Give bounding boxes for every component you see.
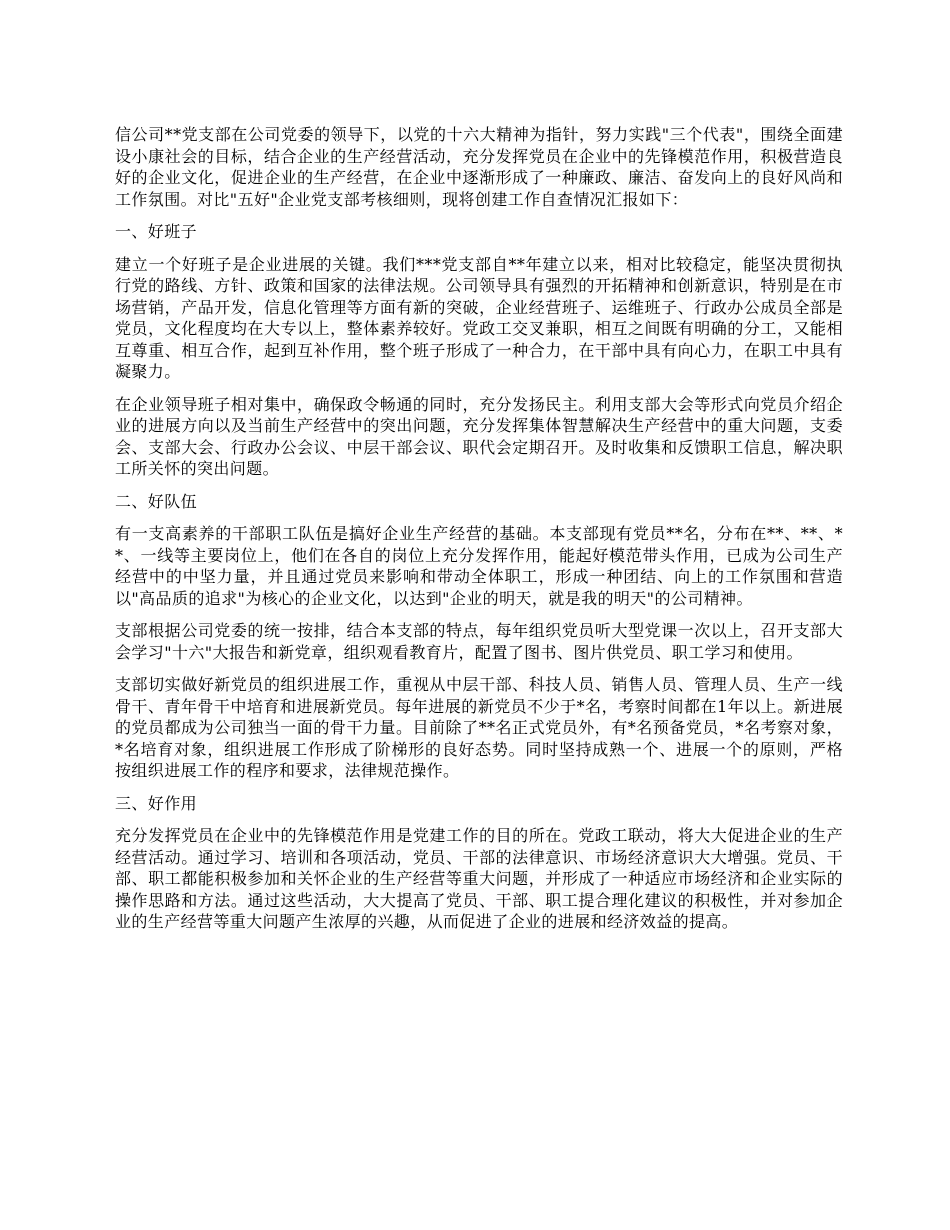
section-staff-paragraph-3: 支部切实做好新党员的组织进展工作，重视从中层干部、科技人员、销售人员、管理人员、生产一线骨干、青年骨干中培育和进展新党员。每年进展的新党员不少于*名，考察时间都在1年以上。新进展的党员都成为公司独当一面的骨干力量。目前除了**名正式党员外，有*名预备党员，*名考察对象，*名培育对象，组织进展工作形成了阶梯形的良好态势。同时坚持成熟一个、进展一个的原则，严格按组织进展工作的程序和要求，法律规范操作。 [115, 675, 843, 780]
section-role-paragraph-1: 充分发挥党员在企业中的先锋模范作用是党建工作的目的所在。党政工联动，将大大促进企业的生产经营活动。通过学习、培训和各项活动，党员、干部的法律意识、市场经济意识大大增强。党员、干部、职工都能积极参加和关怀企业的生产经营等重大问题，并形成了一种适应市场经济和企业实际的操作思路和方法。通过这些活动，大大提高了党员、干部、职工提合理化建议的积极性，并对参加企业的生产经营等重大问题产生浓厚的兴趣，从而促进了企业的进展和经济效益的提高。 [115, 826, 843, 931]
section-heading-role: 三、好作用 [115, 793, 198, 813]
section-heading-staff: 二、好队伍 [115, 491, 198, 511]
section-heading-team: 一、好班子 [115, 222, 198, 241]
section-team-paragraph-1: 建立一个好班子是企业进展的关键。我们***党支部自**年建立以来，相对比较稳定，能坚决贯彻执行党的路线、方针、政策和国家的法律法规。公司领导具有强烈的开拓精神和创新意识，特别是在市场营销，产品开发，信息化管理等方面有新的突破，企业经营班子、运维班子、行政办公成员全部是党员，文化程度均在大专以上，整体素养较好。党政工交叉兼职，相互之间既有明确的分工，又能相互尊重、相互合作，起到互补作用，整个班子形成了一种合力，在干部中具有向心力，在职工中具有凝聚力。 [115, 254, 843, 381]
intro-paragraph: 信公司**党支部在公司党委的领导下，以党的十六大精神为指针，努力实践"三个代表"，围绕全面建设小康社会的目标，结合企业的生产经营活动，充分发挥党员在企业中的先锋模范作用，积极营造良好的企业文化，促进企业的生产经营，在企业中逐渐形成了一种廉政、廉洁、奋发向上的良好风尚和工作氛围。对比"五好"企业党支部考核细则，现将创建工作自查情况汇报如下： [115, 125, 843, 209]
document-body [115, 124, 843, 944]
section-staff-paragraph-2: 支部根据公司党委的统一按排，结合本支部的特点，每年组织党员听大型党课一次以上，召开支部大会学习"十六"大报告和新党章，组织观看教育片，配置了图书、图片供党员、职工学习和使用。 [115, 621, 843, 662]
section-staff-paragraph-1: 有一支高素养的干部职工队伍是搞好企业生产经营的基础。本支部现有党员**名，分布在**、**、**、一线等主要岗位上，他们在各自的岗位上充分发挥作用，能起好模范带头作用，已成为公司生产经营中的中坚力量，并且通过党员来影响和带动全体职工，形成一种团结、向上的工作氛围和营造以"高品质的追求"为核心的企业文化，以达到"企业的明天，就是我的明天"的公司精神。 [115, 524, 843, 608]
section-team-paragraph-2: 在企业领导班子相对集中，确保政令畅通的同时，充分发扬民主。利用支部大会等形式向党员介绍企业的进展方向以及当前生产经营中的突出问题，充分发挥集体智慧解决生产经营中的重大问题，支委会、支部大会、行政办公会议、中层干部会议、职代会定期召开。及时收集和反馈职工信息，解决职工所关怀的突出问题。 [115, 394, 843, 478]
